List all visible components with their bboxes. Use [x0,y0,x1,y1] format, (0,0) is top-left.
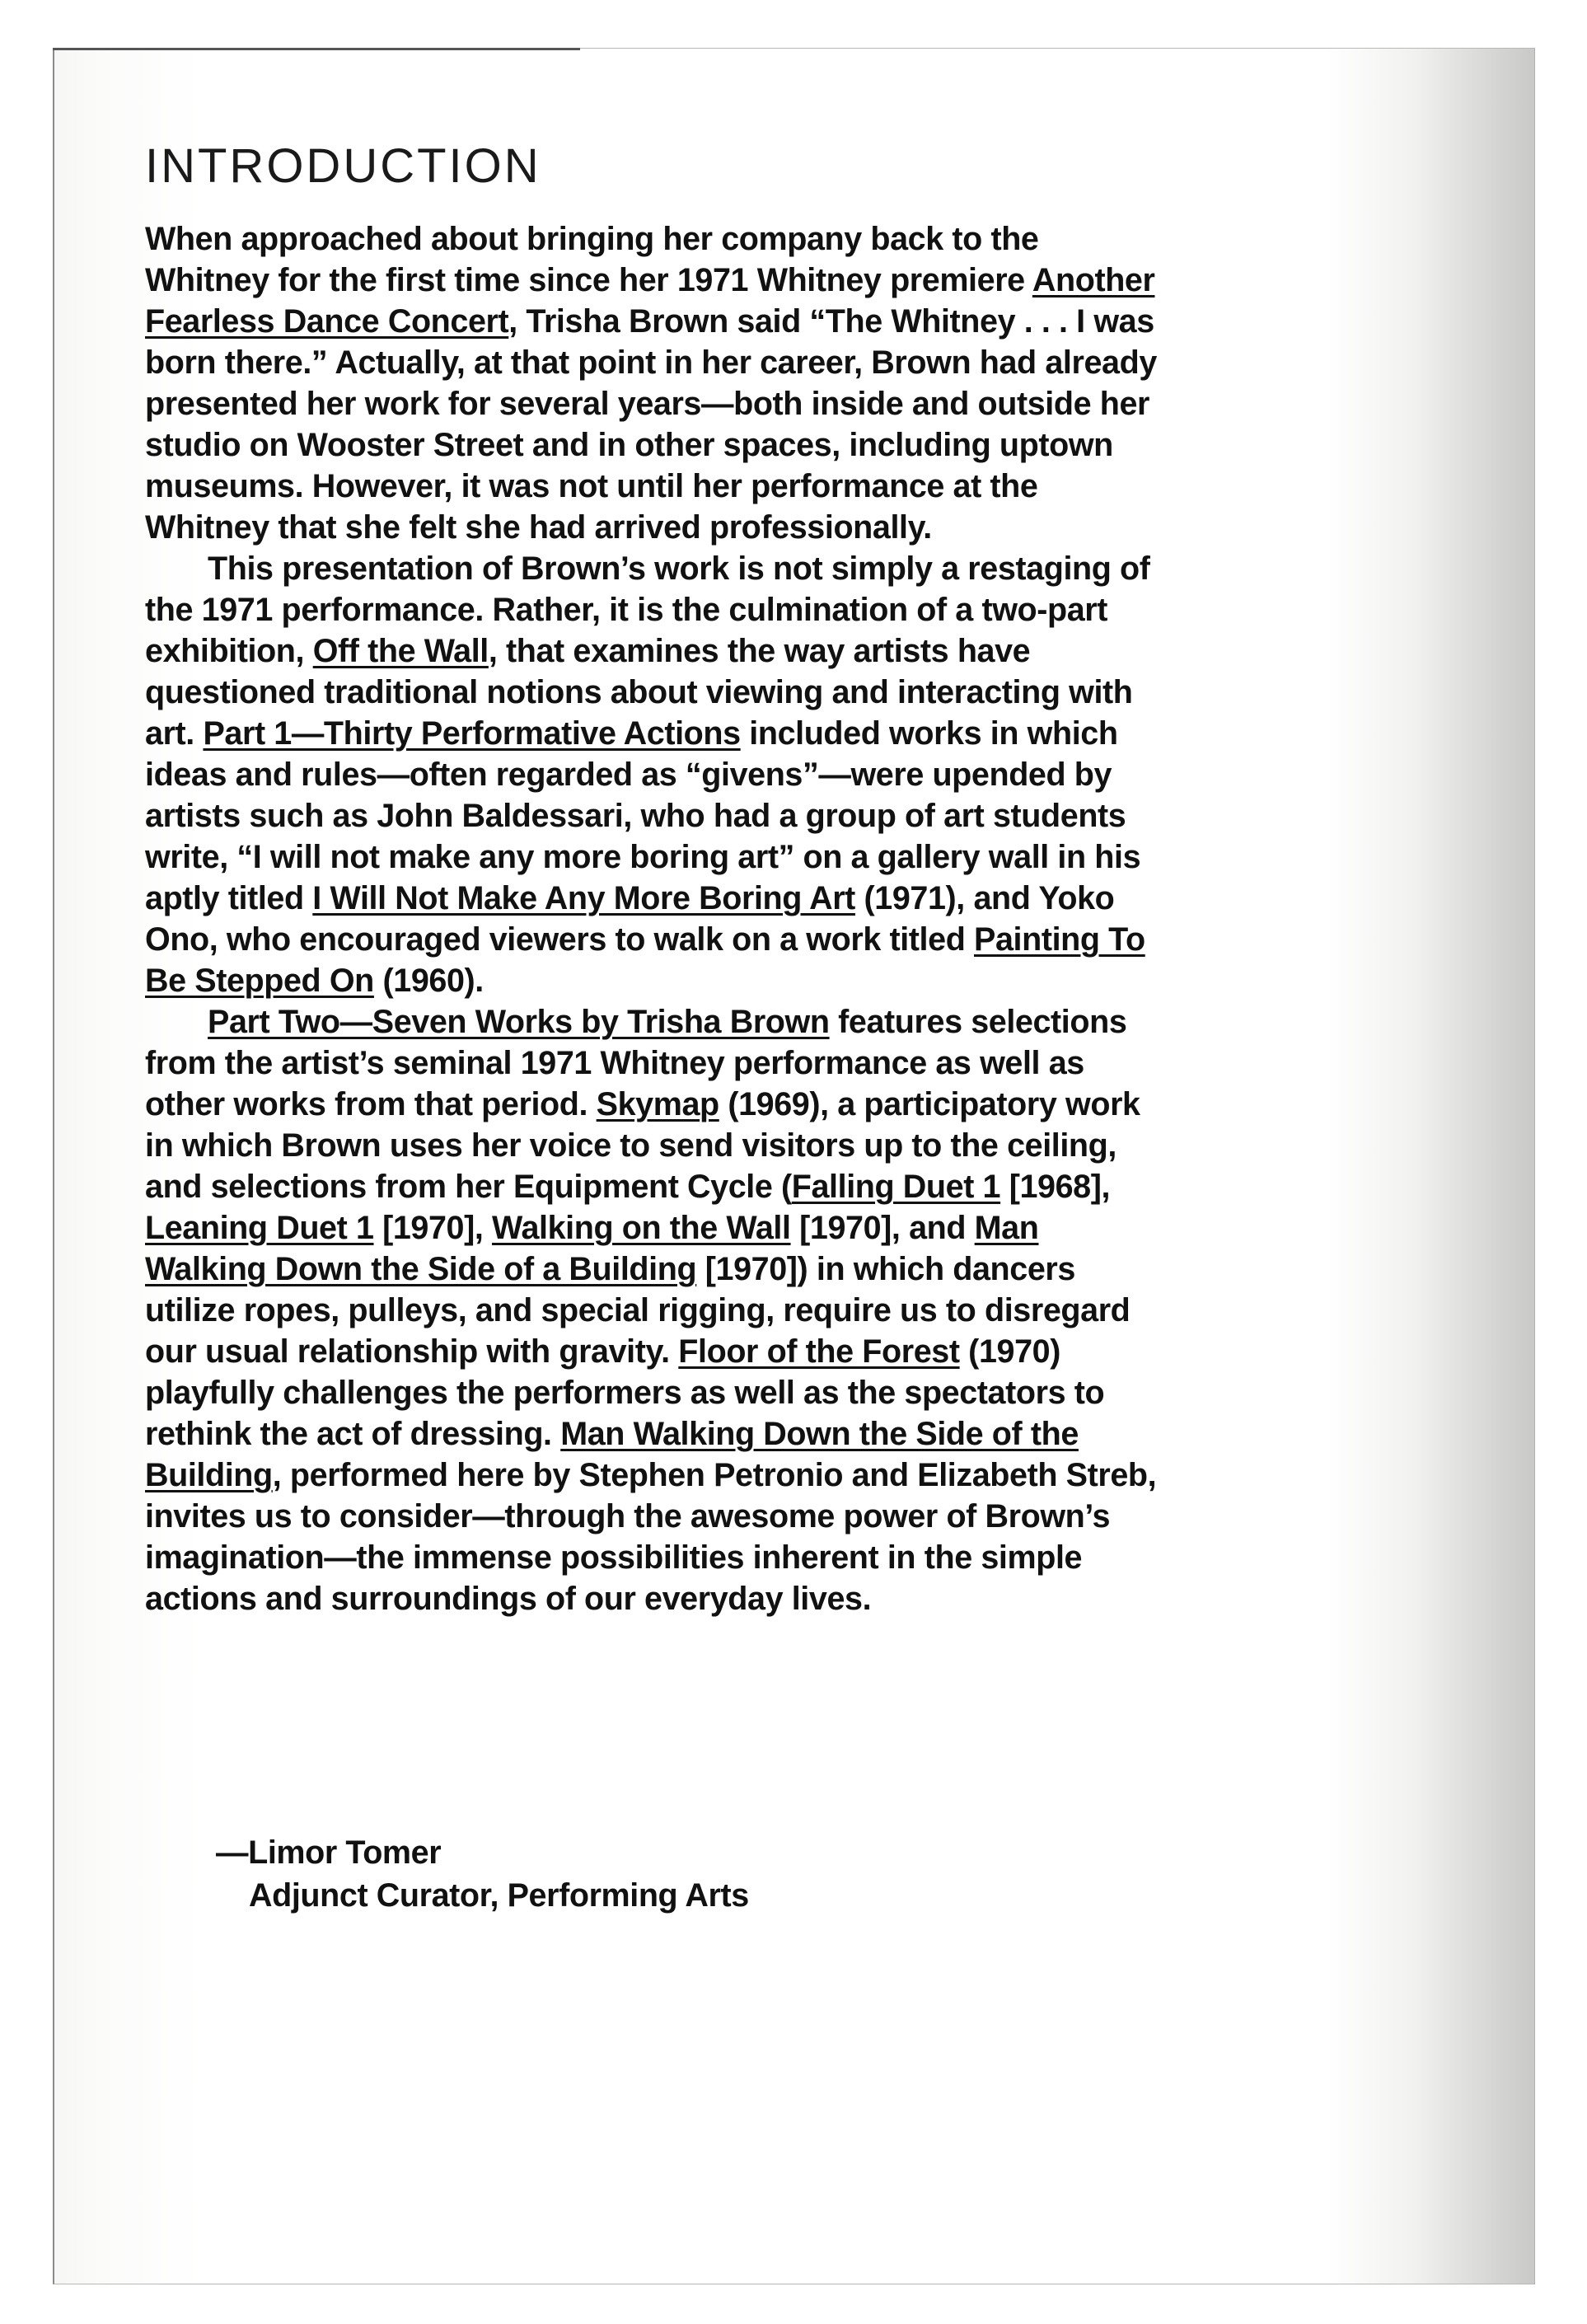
page-title: INTRODUCTION [145,139,541,193]
author-name: —Limor Tomer [216,1834,442,1871]
paragraph-1 [145,218,1159,548]
work-title: I Will Not Make Any More Boring Art [312,880,855,916]
work-title: Skymap [596,1086,719,1122]
text-run: (1971), and Yoko Ono, who encouraged viewers to walk on a work titled [145,880,1115,958]
work-title: Part 1—Thirty Performative Actions [203,715,741,752]
text-run: [1970]) in which dancers utilize ropes, pulleys, and special rigging, require us to disregard our usual relationship with gravity. [145,1251,1131,1370]
text-run: (1970) playfully challenges the performers as well as the spectators to rethink the act of dressing. [145,1333,1105,1452]
work-title: Floor of the Forest [678,1333,960,1370]
work-title: Walking on the Wall [492,1210,791,1246]
text-run: (1960). [373,963,484,999]
text-run: features selections from the artist’s seminal 1971 Whitney performance as well as other works from that period. [145,1004,1127,1122]
author-title: Adjunct Curator, Performing Arts [249,1877,749,1914]
work-title: Falling Duet 1 [791,1169,1001,1205]
text-run: included works in which ideas and rules—often regarded as “givens”—were upended by artists such as John Baldessari, who had a group of art students write, “I will not make any more boring art” on a gallery wall in his aptly titled [145,715,1141,916]
text-run: , that examines the way artists have questioned traditional notions about viewing and interacting with art. [145,633,1133,752]
text-run: When approached about bringing her company back to the Whitney for the first time since her 1971 Whitney premiere [145,221,1039,298]
paragraph-2 [145,548,1159,1001]
text-run: , performed here by Stephen Petronio and Elizabeth Streb, invites us to consider—through the awesome power of Brown’s imagination—the immense possibilities inherent in the simple actions and surroundings of our everyday lives. [145,1457,1157,1617]
signature-block [216,1831,749,1917]
work-title: Leaning Duet 1 [145,1210,374,1246]
work-title: Another Fearless Dance Concert [145,262,1155,340]
text-run: (1969), a participatory work in which Brown uses her voice to send visitors up to the ceiling, and selections from her Equipment Cycle ( [145,1086,1140,1205]
paragraph-3 [145,1001,1159,1619]
text-run: [1970], [373,1210,493,1246]
work-title: Painting To Be Stepped On [145,921,1145,999]
text-run: , Trisha Brown said “The Whitney . . . I was born there.” Actually, at that point in her career, Brown had already presented her work for several years—both inside and outside her studio on Wooster Street and in other spaces, including uptown museums. However, it was not until her performance at the Whitney that she felt she had arrived professionally. [145,303,1157,546]
work-title: Part Two—Seven Works by Trisha Brown [208,1004,830,1040]
introduction-text [145,218,1159,1619]
text-run: [1970], and [790,1210,975,1246]
text-run: [1968], [1000,1169,1111,1205]
page-top-edge [53,48,580,50]
document-body [145,138,1159,1619]
work-title: Man Walking Down the Side of a Building [145,1210,1039,1287]
work-title: Off the Wall [312,633,489,669]
text-run: This presentation of Brown’s work is not simply a restaging of the 1971 performance. Rather, it is the culmination of a two-part exhibition, [145,551,1150,669]
work-title: Man Walking Down the Side of the Building [145,1416,1079,1493]
